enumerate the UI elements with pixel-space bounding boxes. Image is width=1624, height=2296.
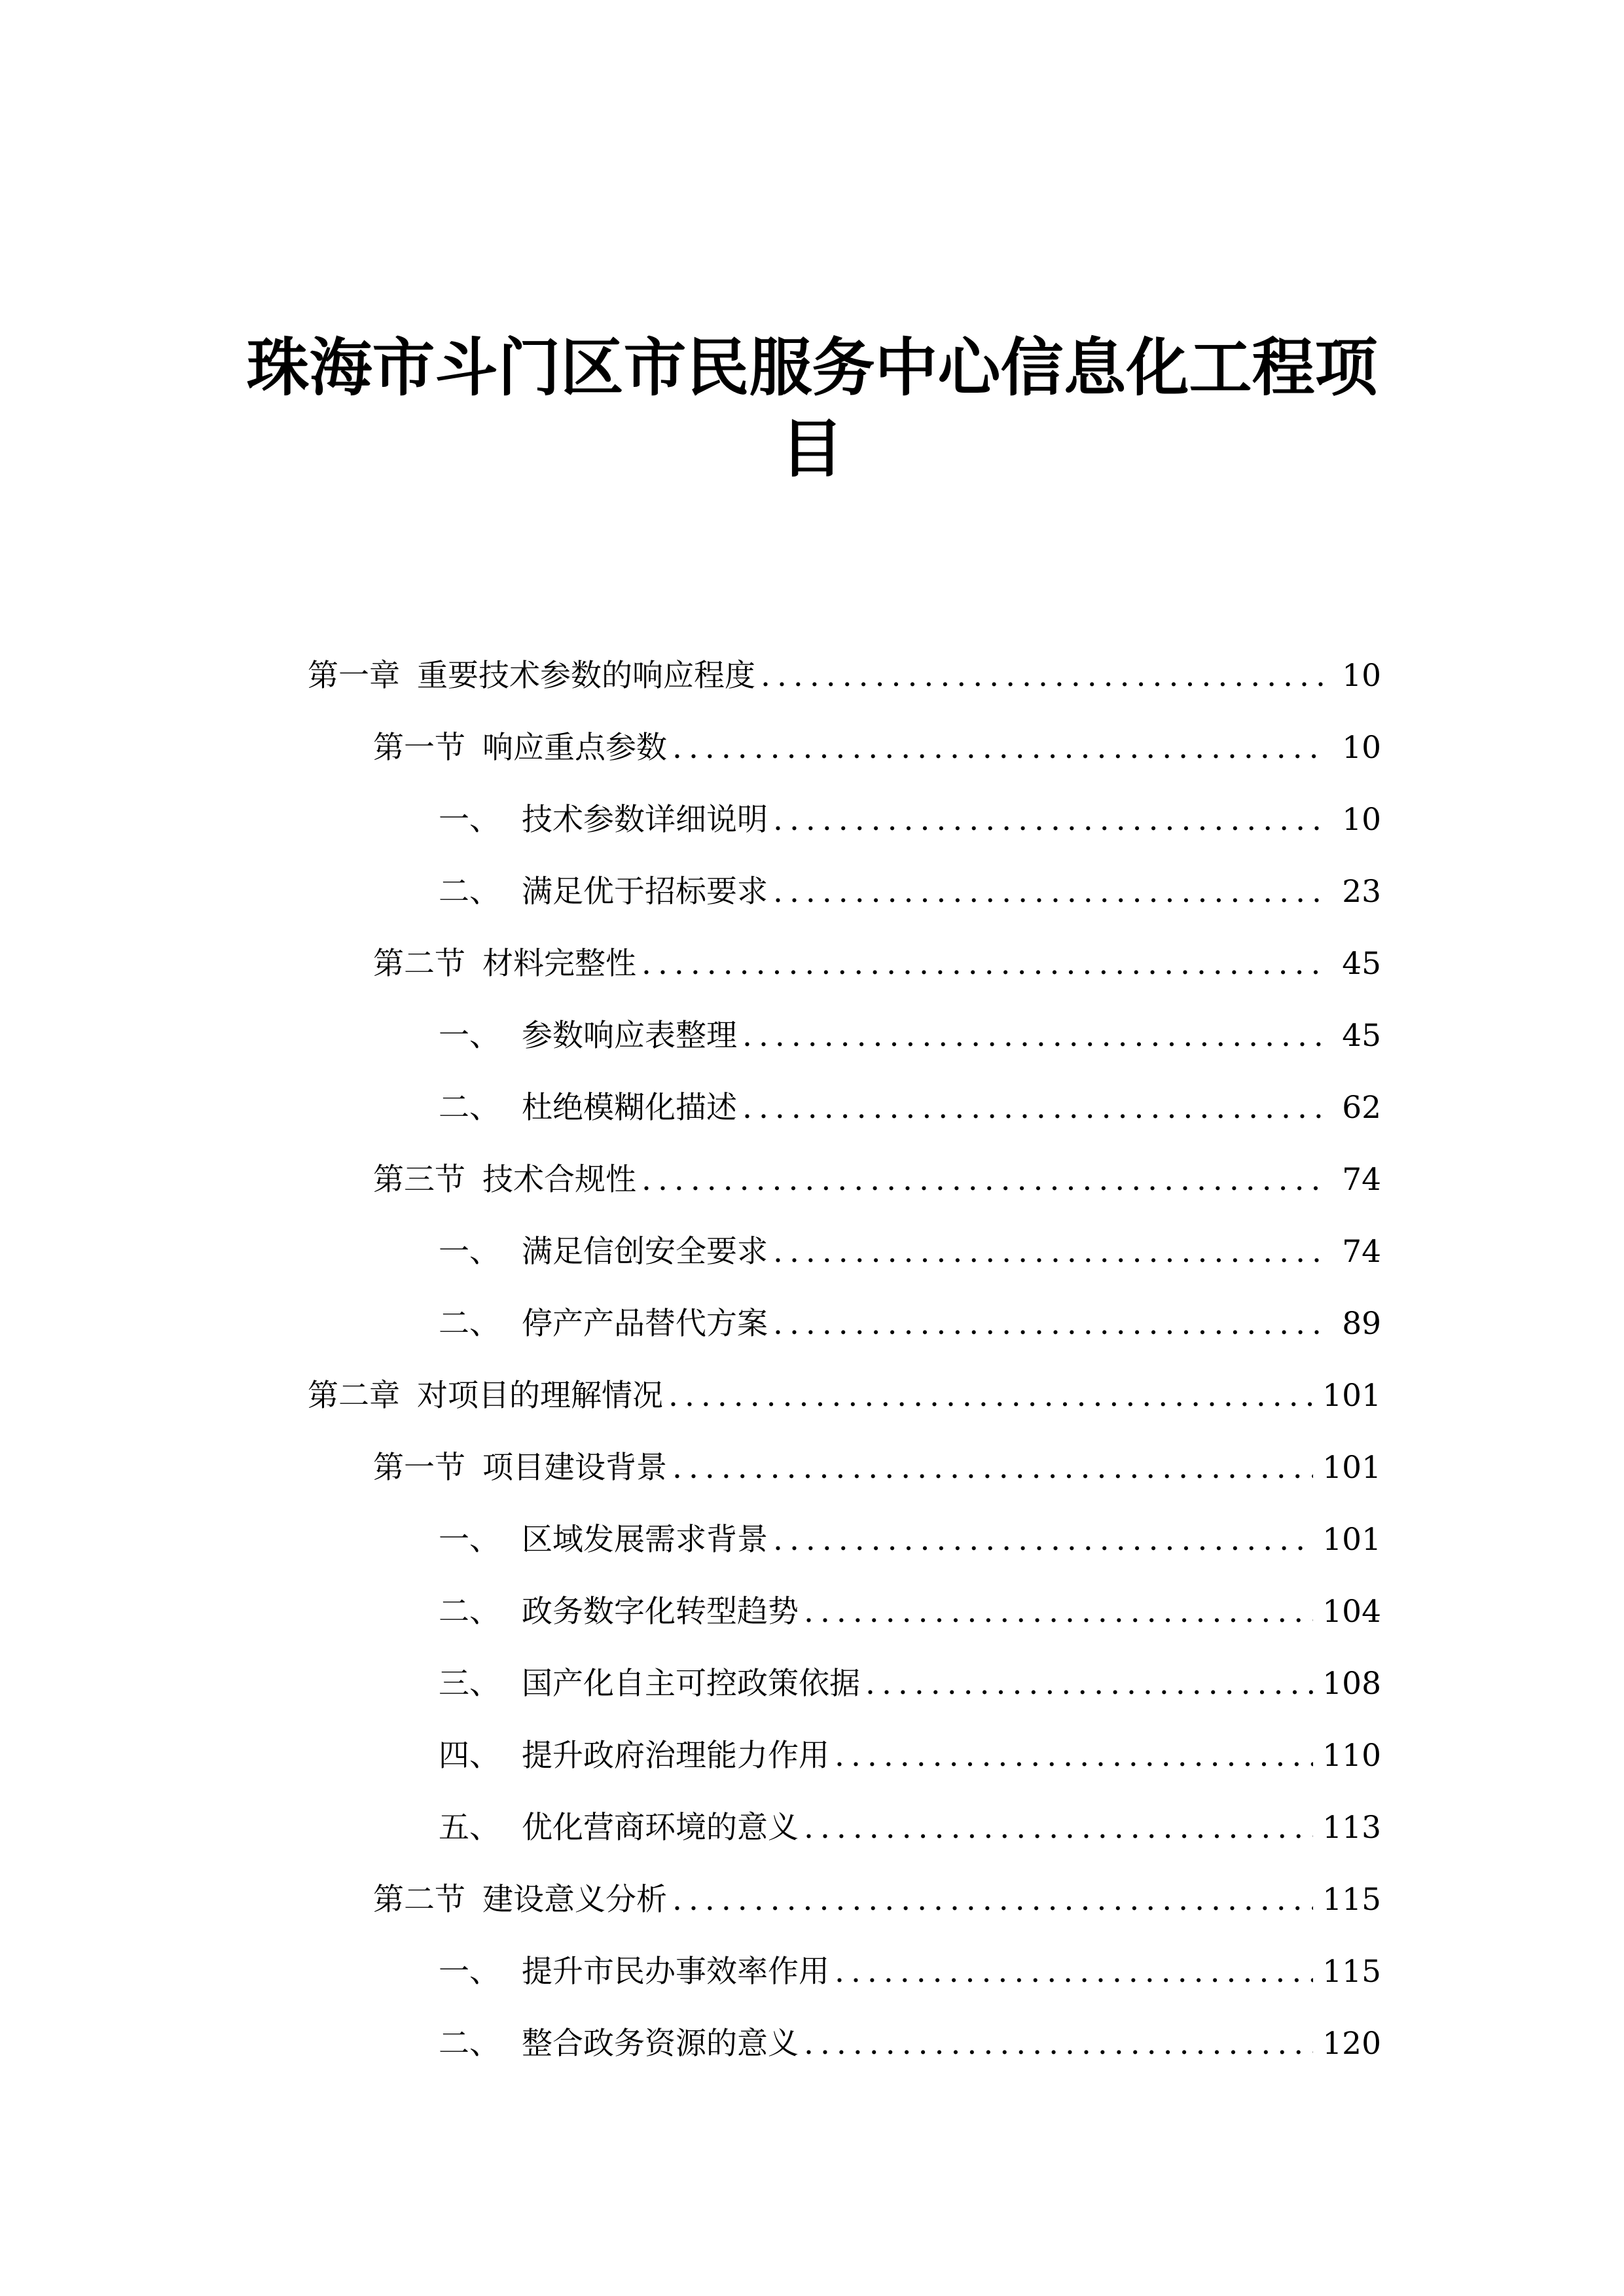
toc-entry[interactable] <box>308 640 1381 712</box>
toc-dot-leader <box>773 1504 1313 1576</box>
toc-entry-page-number: 89 <box>1342 1306 1381 1342</box>
toc-entry-label: 满足信创安全要求 <box>522 1234 768 1270</box>
toc-entry[interactable] <box>308 1288 1381 1360</box>
toc-entry-page-number: 115 <box>1322 1954 1381 1990</box>
toc-entry-number: 三、 <box>439 1666 500 1702</box>
toc-dot-leader <box>761 640 1326 712</box>
toc-entry-number: 第三节 <box>373 1162 465 1198</box>
document-title-line-1: 珠海市斗门区市民服务中心信息化工程项 <box>246 331 1378 404</box>
toc-entry-number: 第二节 <box>373 946 465 982</box>
toc-entry-label: 参数响应表整理 <box>522 1018 737 1054</box>
toc-entry-label: 区域发展需求背景 <box>522 1522 768 1558</box>
toc-dot-leader <box>835 1936 1313 2008</box>
toc-entry-page-number: 62 <box>1342 1090 1381 1126</box>
toc-entry-page-number: 45 <box>1342 946 1381 982</box>
toc-dot-leader <box>835 1720 1313 1792</box>
toc-entry[interactable] <box>308 712 1381 784</box>
toc-entry[interactable] <box>308 1000 1381 1072</box>
toc-entry-page-number: 23 <box>1342 874 1381 910</box>
toc-entry-page-number: 74 <box>1342 1162 1381 1198</box>
table-of-contents <box>308 640 1381 2080</box>
toc-entry[interactable] <box>308 1432 1381 1504</box>
toc-dot-leader <box>804 1792 1313 1864</box>
toc-entry-label: 重要技术参数的响应程度 <box>417 658 755 694</box>
toc-entry[interactable] <box>308 1504 1381 1576</box>
toc-entry[interactable] <box>308 856 1381 928</box>
toc-dot-leader <box>641 928 1326 1000</box>
toc-entry-page-number: 10 <box>1342 802 1381 838</box>
toc-entry-number: 二、 <box>439 1594 500 1630</box>
toc-entry[interactable] <box>308 1216 1381 1288</box>
toc-entry-label: 整合政务资源的意义 <box>522 2026 799 2062</box>
toc-entry-label: 提升政府治理能力作用 <box>522 1738 829 1774</box>
toc-entry-page-number: 101 <box>1322 1378 1381 1414</box>
toc-entry[interactable] <box>308 1144 1381 1216</box>
toc-entry-number: 四、 <box>439 1738 500 1774</box>
toc-dot-leader <box>773 856 1326 928</box>
toc-entry[interactable] <box>308 2008 1381 2080</box>
toc-entry-number: 二、 <box>439 2026 500 2062</box>
toc-entry-label: 建设意义分析 <box>482 1882 667 1918</box>
toc-entry[interactable] <box>308 928 1381 1000</box>
toc-entry[interactable] <box>308 1072 1381 1144</box>
toc-entry-label: 技术参数详细说明 <box>522 802 768 838</box>
toc-entry-label: 满足优于招标要求 <box>522 874 768 910</box>
toc-entry-label: 优化营商环境的意义 <box>522 1810 799 1846</box>
toc-dot-leader <box>773 1216 1326 1288</box>
toc-entry-number: 二、 <box>439 874 500 910</box>
toc-entry-page-number: 74 <box>1342 1234 1381 1270</box>
document-title <box>0 327 1624 490</box>
toc-entry-label: 项目建设背景 <box>482 1450 667 1486</box>
toc-entry-number: 一、 <box>439 802 500 838</box>
toc-dot-leader <box>742 1000 1326 1072</box>
toc-entry[interactable] <box>308 1360 1381 1432</box>
toc-entry-page-number: 108 <box>1322 1666 1381 1702</box>
toc-entry-label: 技术合规性 <box>482 1162 636 1198</box>
toc-entry-page-number: 115 <box>1322 1882 1381 1918</box>
toc-entry-page-number: 101 <box>1322 1522 1381 1558</box>
toc-entry-label: 提升市民办事效率作用 <box>522 1954 829 1990</box>
toc-entry-label: 停产产品替代方案 <box>522 1306 768 1342</box>
toc-dot-leader <box>672 1432 1313 1504</box>
toc-entry-number: 五、 <box>439 1810 500 1846</box>
toc-entry-number: 第一节 <box>373 730 465 766</box>
toc-dot-leader <box>672 712 1326 784</box>
toc-entry-number: 第一章 <box>308 658 400 694</box>
toc-dot-leader <box>641 1144 1326 1216</box>
toc-dot-leader <box>668 1360 1313 1432</box>
toc-entry[interactable] <box>308 1864 1381 1936</box>
toc-entry[interactable] <box>308 1720 1381 1792</box>
toc-entry-number: 第二章 <box>308 1378 400 1414</box>
toc-entry-number: 一、 <box>439 1522 500 1558</box>
toc-entry-page-number: 45 <box>1342 1018 1381 1054</box>
toc-entry-label: 响应重点参数 <box>482 730 667 766</box>
toc-entry-label: 政务数字化转型趋势 <box>522 1594 799 1630</box>
toc-entry-page-number: 10 <box>1342 730 1381 766</box>
toc-entry-number: 二、 <box>439 1306 500 1342</box>
toc-entry[interactable] <box>308 1576 1381 1648</box>
toc-entry-label: 国产化自主可控政策依据 <box>522 1666 860 1702</box>
toc-entry-label: 材料完整性 <box>482 946 636 982</box>
toc-entry-page-number: 10 <box>1342 658 1381 694</box>
toc-entry-page-number: 101 <box>1322 1450 1381 1486</box>
toc-dot-leader <box>672 1864 1313 1936</box>
toc-entry-number: 二、 <box>439 1090 500 1126</box>
toc-entry[interactable] <box>308 784 1381 856</box>
toc-dot-leader <box>804 2008 1313 2080</box>
toc-dot-leader <box>742 1072 1326 1144</box>
toc-dot-leader <box>773 1288 1326 1360</box>
toc-entry-page-number: 104 <box>1322 1594 1381 1630</box>
toc-entry-page-number: 110 <box>1322 1738 1381 1774</box>
toc-dot-leader <box>865 1648 1313 1720</box>
toc-entry-label: 杜绝模糊化描述 <box>522 1090 737 1126</box>
toc-entry-number: 第二节 <box>373 1882 465 1918</box>
toc-entry[interactable] <box>308 1792 1381 1864</box>
toc-dot-leader <box>804 1576 1313 1648</box>
toc-entry-number: 第一节 <box>373 1450 465 1486</box>
toc-entry-page-number: 120 <box>1322 2026 1381 2062</box>
toc-entry-number: 一、 <box>439 1954 500 1990</box>
toc-entry-number: 一、 <box>439 1018 500 1054</box>
toc-entry[interactable] <box>308 1648 1381 1720</box>
toc-entry-page-number: 113 <box>1322 1810 1381 1846</box>
document-title-line-2: 目 <box>780 412 844 486</box>
toc-entry-number: 一、 <box>439 1234 500 1270</box>
toc-entry[interactable] <box>308 1936 1381 2008</box>
toc-entry-label: 对项目的理解情况 <box>417 1378 663 1414</box>
toc-dot-leader <box>773 784 1326 856</box>
